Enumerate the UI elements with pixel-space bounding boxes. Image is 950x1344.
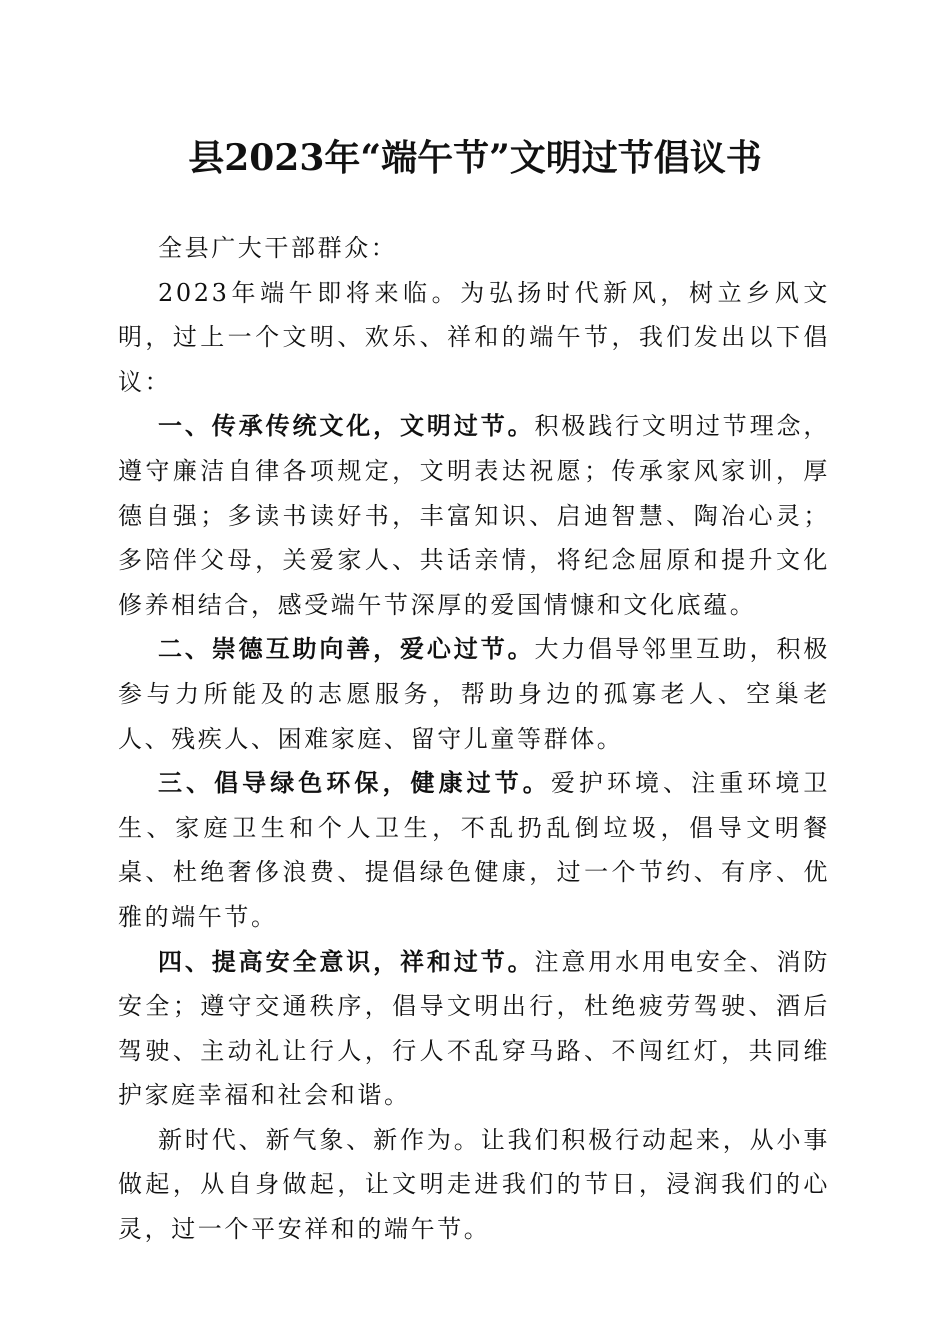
salutation: 全县广大干部群众： <box>158 234 398 262</box>
document-body <box>118 226 830 1252</box>
intro-paragraph: 2023年端午即将来临。为弘扬时代新风，树立乡风文明，过上一个文明、欢乐、祥和的端午节，我们发出以下倡议： <box>118 278 830 396</box>
item-text-3: 爱护环境、注重环境卫生、家庭卫生和个人卫生，不乱扔乱倒垃圾，倡导文明餐桌、杜绝奢侈浪费、提倡绿色健康，过一个节约、有序、优雅的端午节。 <box>118 769 831 931</box>
item-lead-3: 三、倡导绿色环保，健康过节。 <box>158 768 551 798</box>
item-paragraph-4 <box>118 940 830 1118</box>
item-lead-4: 四、提高安全意识，祥和过节。 <box>158 946 535 976</box>
item-paragraph-1 <box>118 404 830 627</box>
item-lead-2: 二、崇德互助向善，爱心过节。 <box>158 634 535 664</box>
item-paragraph-2 <box>118 627 830 761</box>
document-title: 县2023年“端午节”文明过节倡议书 <box>188 137 762 179</box>
closing-paragraph: 新时代、新气象、新作为。让我们积极行动起来，从小事做起，从自身做起，让文明走进我们的节日，浸润我们的心灵，过一个平安祥和的端午节。 <box>118 1125 830 1244</box>
item-lead-1: 一、传承传统文化，文明过节。 <box>158 411 535 441</box>
item-paragraph-3 <box>118 761 830 939</box>
item-text-4: 注意用水用电安全、消防安全；遵守交通秩序，倡导文明出行，杜绝疲劳驾驶、酒后驾驶、主动礼让行人，行人不乱穿马路、不闯红灯，共同维护家庭幸福和社会和谐。 <box>118 947 830 1110</box>
item-text-2: 大力倡导邻里互助，积极参与力所能及的志愿服务，帮助身边的孤寡老人、空巢老人、残疾人、困难家庭、留守儿童等群体。 <box>118 635 830 753</box>
item-text-1: 积极践行文明过节理念，遵守廉洁自律各项规定，文明表达祝愿；传承家风家训，厚德自强；多读书读好书，丰富知识、启迪智慧、陶冶心灵；多陪伴父母，关爱家人、共话亲情，将纪念屈原和提升文化修养相结合，感受端午节深厚的爱国情慷和文化底蕴。 <box>118 412 830 619</box>
